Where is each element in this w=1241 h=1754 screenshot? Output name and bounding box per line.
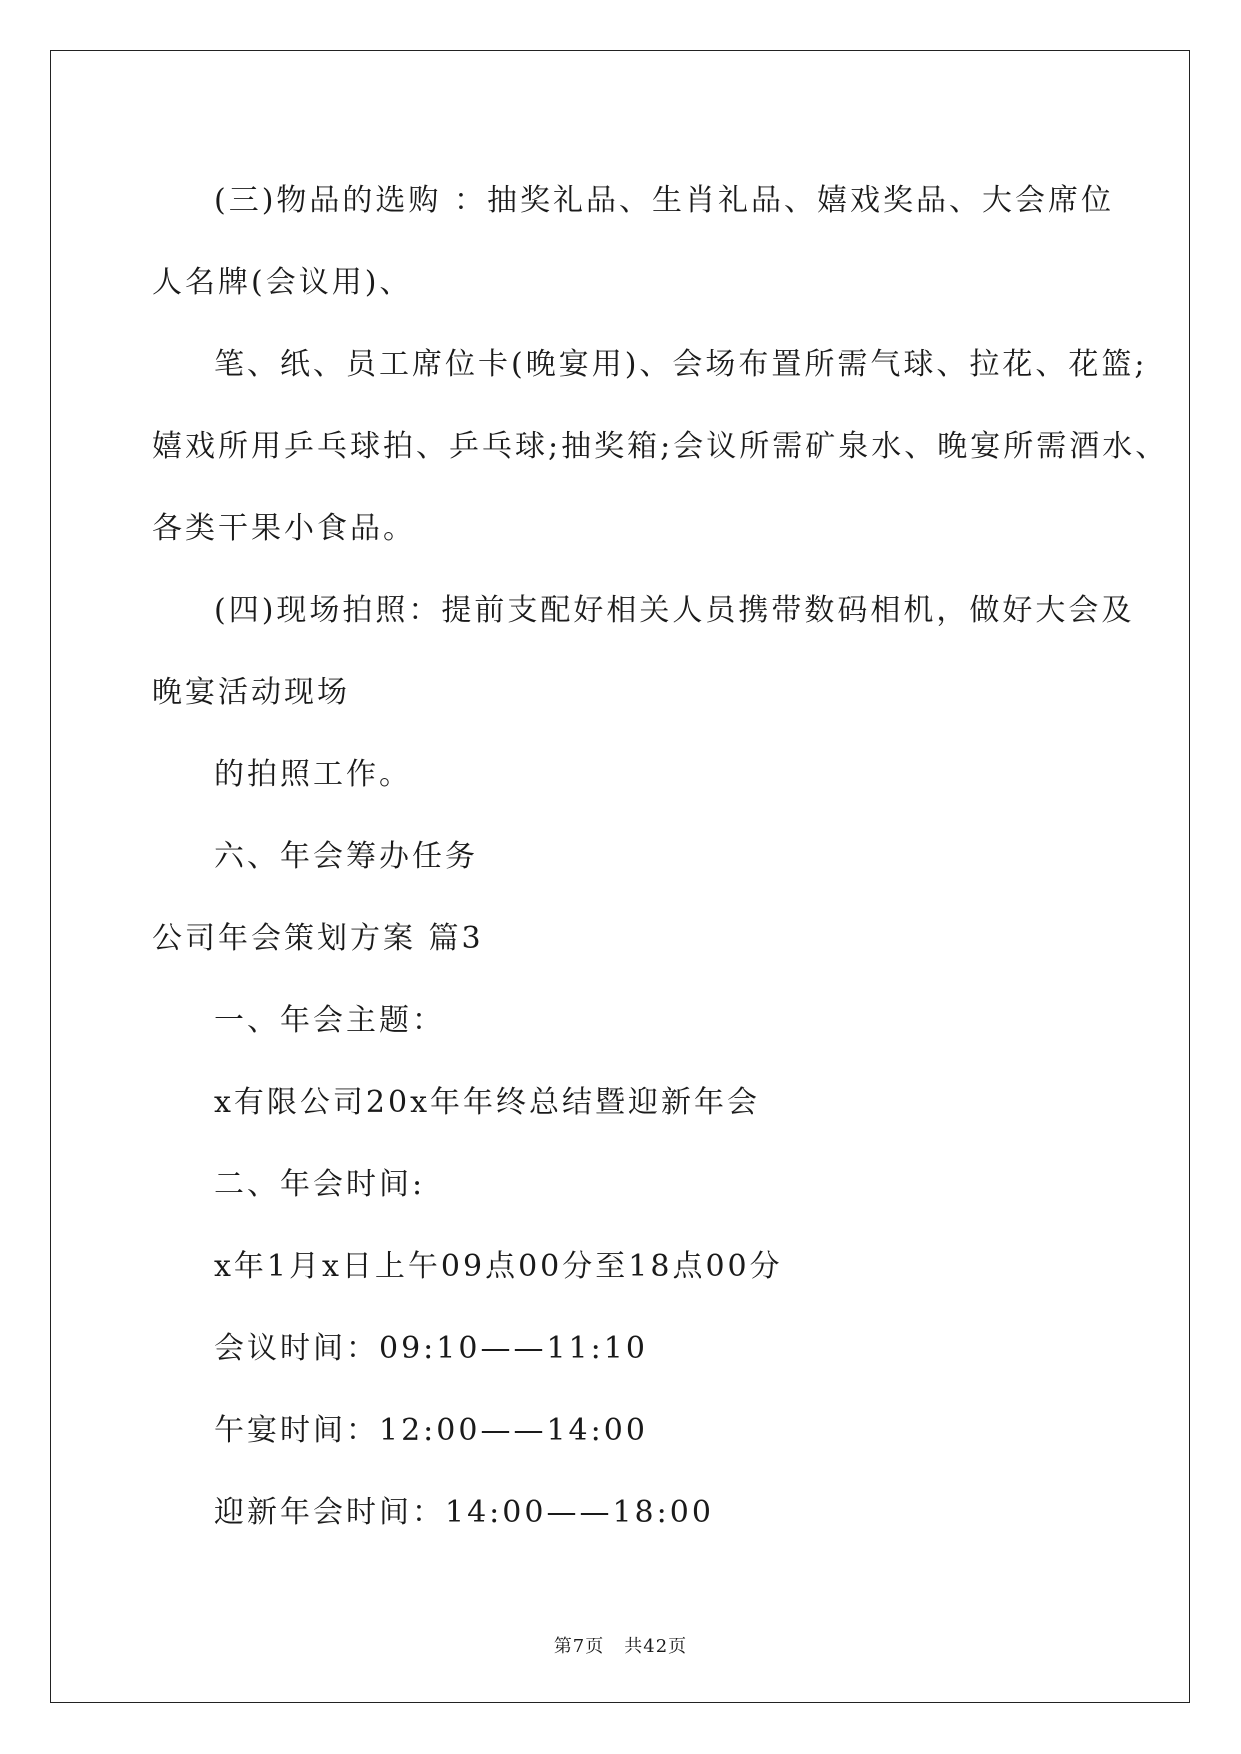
document-body: [152, 160, 1169, 1554]
section-heading: 六、年会筹办任务: [214, 839, 478, 874]
text-line: (四)现场拍照：提前支配好相关人员携带数码相机，做好大会及: [214, 593, 1135, 628]
text-line: 晚宴活动现场: [152, 675, 350, 710]
page-footer: [0, 1632, 1241, 1658]
section-heading: 二、年会时间:: [214, 1167, 426, 1202]
text-line: 笔、纸、员工席位卡(晚宴用)、会场布置所需气球、拉花、花篮;: [214, 347, 1148, 382]
text-line: 嬉戏所用乒乓球拍、乒乓球;抽奖箱;会议所需矿泉水、晚宴所需酒水、: [152, 429, 1169, 464]
text-line: x有限公司20x年年终总结暨迎新年会: [214, 1085, 761, 1120]
text-line: 迎新年会时间：14:00——18:00: [214, 1495, 714, 1530]
text-line: 各类干果小食品。: [152, 511, 416, 546]
page-number: 第7页: [553, 1636, 605, 1657]
section-heading: 一、年会主题：: [214, 1003, 445, 1038]
document-title: 公司年会策划方案 篇3: [152, 921, 484, 956]
page-total: 共42页: [624, 1636, 688, 1657]
text-line: 午宴时间：12:00——14:00: [214, 1413, 648, 1448]
text-line: (三)物品的选购 ：抽奖礼品、生肖礼品、嬉戏奖品、大会席位: [214, 183, 1114, 218]
text-line: 会议时间：09:10——11:10: [214, 1331, 648, 1366]
text-line: 人名牌(会议用)、: [152, 265, 413, 300]
text-line: x年1月x日上午09点00分至18点00分: [214, 1249, 783, 1284]
text-line: 的拍照工作。: [214, 757, 412, 792]
